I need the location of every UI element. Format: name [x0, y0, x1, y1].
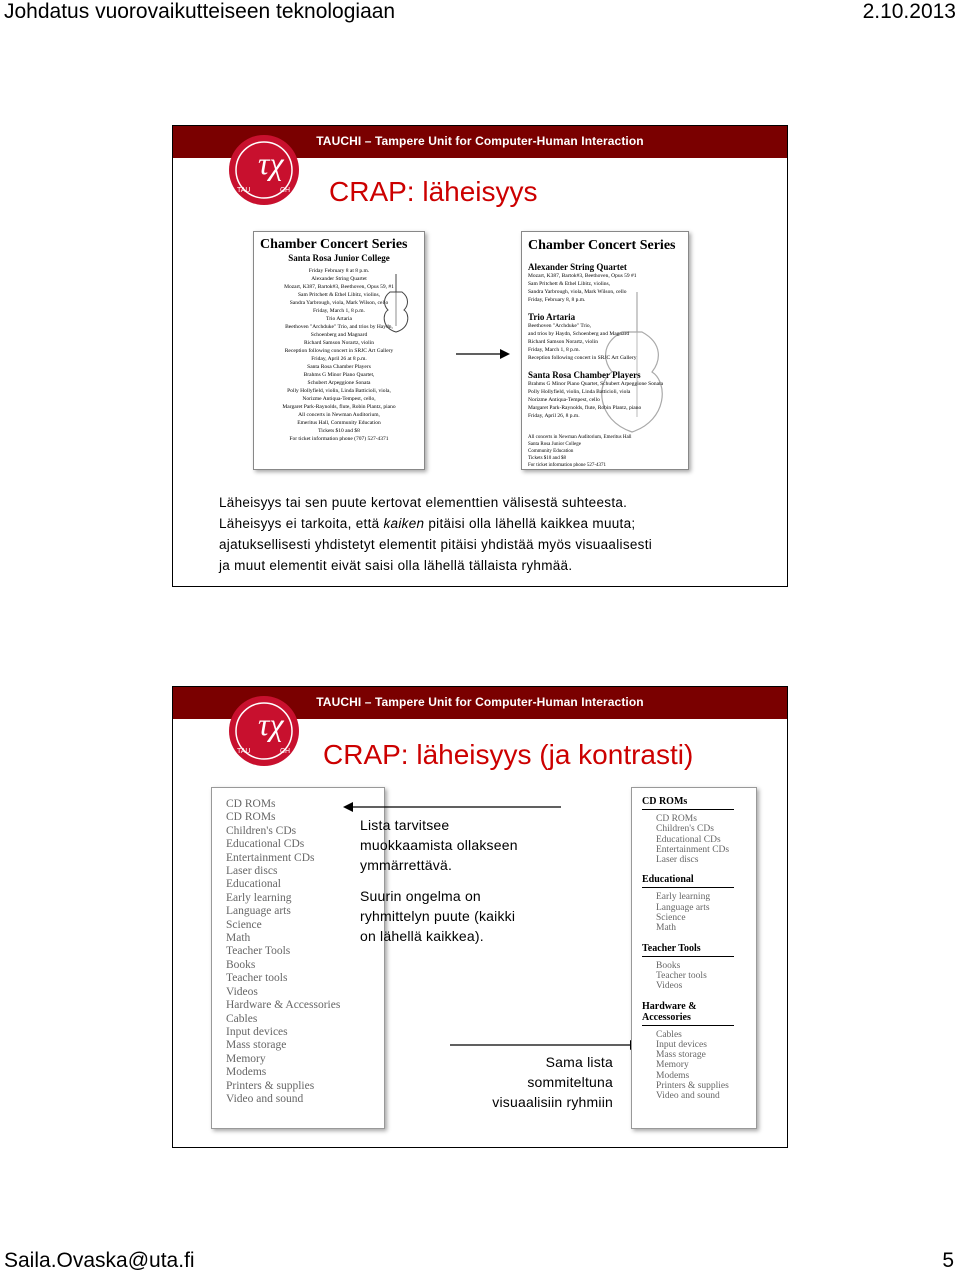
list-item: Cables — [656, 1029, 682, 1040]
poster-line: Emeritus Hall, Community Education — [297, 420, 381, 426]
poster-line: Mozart, K387, Bartok#3, Beethoven, Opus 59, #1 — [284, 284, 394, 290]
poster-line: Beethoven "Archduke" Trio, — [528, 323, 591, 329]
list-item: Educational CDs — [656, 834, 721, 845]
emphasis-text: kaiken — [383, 516, 425, 531]
list-item: Hardware & Accessories — [226, 999, 341, 1012]
list-item: Language arts — [226, 905, 291, 918]
poster-line: Brahms G Minor Piano Quartet, Schubert Arpeggione Sonata — [528, 381, 664, 387]
list-item: Videos — [656, 981, 683, 992]
svg-text:CH: CH — [280, 187, 291, 194]
svg-text:TAU: TAU — [237, 748, 251, 755]
list-item: Language arts — [656, 902, 710, 913]
poster-line: All concerts in Newman Auditorium, — [298, 412, 380, 418]
note-same-list-grouped: Sama lista sommiteltuna visuaalisiin ryhmiin — [492, 1054, 613, 1110]
list-item: Children's CDs — [656, 824, 714, 835]
group-divider — [642, 956, 734, 957]
poster-line: Sandra Yarbrough, viola, Mark Wilson, cello — [289, 300, 389, 306]
slide-header-text: TAUCHI – Tampere Unit for Computer-Human Interaction — [316, 134, 644, 148]
poster-group-title: Trio Artaria — [528, 312, 576, 322]
list-item: Entertainment CDs — [226, 851, 315, 864]
slide-proximity — [172, 125, 788, 587]
note-grouping-problem: Suurin ongelma on ryhmittelyn puute (kaikki on lähellä kaikkea). — [360, 888, 516, 944]
poster-line: Friday, March 1, 8 p.m. — [313, 308, 365, 314]
page-header-date: 2.10.2013 — [862, 0, 956, 23]
page-footer-email: Saila.Ovaska@uta.fi — [4, 1249, 195, 1272]
list-item: Memory — [226, 1052, 266, 1065]
group-divider — [642, 809, 734, 810]
list-item: Early learning — [656, 892, 711, 903]
list-item: Early learning — [226, 891, 292, 904]
poster-line: Sandra Yarbrough, viola, Mark Wilson, cello — [528, 289, 627, 295]
list-item: Educational — [226, 878, 281, 891]
poster-line: Richard Samson Norartz, violin — [304, 340, 374, 346]
poster-after — [521, 231, 689, 470]
poster-line: For ticket information phone 527-4371 — [528, 463, 607, 468]
poster-line: All concerts in Newman Auditorium, Emeritus Hall — [528, 435, 632, 440]
poster-line: Santa Rosa Chamber Players — [307, 364, 371, 370]
list-item: Printers & supplies — [226, 1079, 315, 1092]
poster-line: Norizme Antiqua-Tempest, cello — [528, 397, 600, 403]
list-item: Input devices — [656, 1039, 707, 1050]
poster-before — [253, 231, 425, 470]
list-item: Memory — [656, 1060, 689, 1071]
slide-title: CRAP: läheisyys (ja kontrasti) — [323, 739, 694, 770]
list-item: Teacher tools — [226, 972, 288, 985]
list-item: Science — [656, 913, 686, 924]
body-line: ajatuksellisesti yhdistetyt elementit pitäisi yhdistää myös visuaalisesti — [219, 537, 653, 552]
list-item: Science — [226, 918, 262, 931]
list-item: Math — [226, 932, 251, 945]
poster-line: Friday, March 1, 8 p.m. — [528, 347, 580, 353]
list-item: Entertainment CDs — [656, 844, 730, 855]
poster-line: Friday, February 8, 8 p.m. — [528, 297, 586, 303]
group-divider — [642, 1025, 734, 1026]
svg-text:CH: CH — [280, 748, 291, 755]
list-item: CD ROMs — [656, 814, 697, 824]
list-item: Cables — [226, 1012, 258, 1025]
body-line: Läheisyys ei tarkoita, että kaiken pitäisi olla lähellä kaikkea muuta; — [219, 516, 636, 531]
list-item: Children's CDs — [226, 824, 297, 837]
poster-line: Community Education — [528, 449, 574, 454]
poster-footer — [528, 434, 631, 469]
poster-line: Beethoven "Archduke" Trio, and trios by Haydn, — [285, 324, 393, 330]
page-footer-number: 5 — [942, 1249, 954, 1272]
poster-line: Reception following concert in SRJC Art Gallery — [284, 348, 394, 354]
poster-line: Richard Samson Norartz, violin — [528, 339, 598, 345]
poster-line: Reception following concert in SRJC Art Gallery — [528, 355, 637, 361]
poster-group-title: Santa Rosa Chamber Players — [528, 370, 641, 380]
poster-line: Trio Artaria — [326, 316, 352, 322]
list-item: Mass storage — [656, 1050, 706, 1061]
note-needs-editing: Lista tarvitsee muokkaamista ollakseen ymmärrettävä. — [360, 817, 518, 873]
poster-line: Margaret Park-Raynolds, flute, Robin Plantz, piano — [528, 405, 642, 411]
list-item: Video and sound — [656, 1091, 720, 1102]
list-item: CD ROMs — [226, 811, 276, 824]
poster-line: Friday, April 26 at 8 p.m. — [311, 356, 367, 362]
group-heading: Teacher Tools — [642, 942, 701, 954]
list-item: Teacher tools — [656, 970, 707, 981]
group-divider — [642, 887, 734, 888]
group-heading: CD ROMs — [642, 796, 688, 807]
slide-title: CRAP: läheisyys — [329, 176, 538, 207]
slide-header-text: TAUCHI – Tampere Unit for Computer-Human Interaction — [316, 695, 644, 709]
poster-line: For ticket information phone (707) 527-4371 — [289, 436, 389, 442]
poster-line: Sam Pritchett & Ethel Libitz, violins, — [297, 292, 381, 298]
svg-text:τχ: τχ — [258, 706, 284, 742]
poster-line: Friday, April 26, 8 p.m. — [528, 413, 580, 419]
poster-line: Tickets $10 and $8 — [318, 428, 360, 434]
cello-icon — [376, 270, 416, 340]
list-item: Books — [656, 960, 681, 971]
poster-line: Tickets $10 and $8 — [528, 456, 567, 461]
poster-line: Norizme Antiqua-Tempest, cello, — [302, 396, 376, 402]
poster-heading: Chamber Concert Series — [260, 237, 408, 252]
poster-group-title: Alexander String Quartet — [528, 262, 627, 272]
list-item: Laser discs — [226, 865, 278, 878]
list-item: Video and sound — [226, 1092, 304, 1105]
poster-line: Brahms G Minor Piano Quartet, — [303, 372, 375, 378]
list-item: Books — [226, 958, 256, 971]
list-item: Laser discs — [656, 855, 699, 866]
list-item: Math — [656, 923, 677, 934]
poster-line: Santa Rosa Junior College — [528, 442, 581, 447]
poster-subheading: Santa Rosa Junior College — [288, 253, 390, 263]
poster-line: Friday February 8 at 8 p.m. — [308, 268, 370, 274]
page-header-title: Johdatus vuorovaikutteiseen teknologiaan — [4, 0, 396, 23]
slide-body-text — [219, 492, 769, 576]
list-item: Modems — [226, 1066, 267, 1079]
poster-line: Polly Hollyfield, violin, Linda Batticioli, viola, — [287, 388, 391, 394]
group-heading: Hardware & Accessories — [642, 1000, 697, 1023]
svg-text:τχ: τχ — [258, 145, 284, 181]
poster-line: Polly Hollyfield, violin, Linda Batticioli, viola — [528, 389, 631, 395]
list-item: Videos — [226, 985, 258, 998]
poster-line: Alexander String Quartet — [311, 276, 367, 282]
list-item: Modems — [656, 1070, 690, 1081]
arrow-right-icon — [450, 1039, 640, 1051]
list-item: Educational CDs — [226, 838, 305, 851]
poster-line: Sam Pritchett & Ethel Libitz, violins, — [528, 281, 611, 287]
svg-text:TAU: TAU — [237, 187, 251, 194]
body-line: ja muut elementit eivät saisi olla lähellä tällaista ryhmää. — [219, 558, 573, 573]
poster-line: Schubert Arpeggione Sonata — [307, 380, 371, 386]
slide-proximity-contrast — [172, 686, 788, 1148]
list-item: Printers & supplies — [656, 1081, 729, 1092]
tauchi-logo-icon — [228, 134, 300, 206]
list-item: Teacher Tools — [226, 945, 291, 958]
flat-list-panel — [211, 787, 385, 1129]
arrow-left-icon — [343, 801, 565, 813]
tauchi-logo-icon — [228, 695, 300, 767]
grouped-list-panel — [631, 787, 757, 1129]
poster-line: Schoenberg and Magnard — [310, 332, 368, 338]
list-item: Mass storage — [226, 1039, 287, 1052]
cello-icon — [582, 292, 682, 442]
list-item: CD ROMs — [226, 798, 276, 810]
list-item: Input devices — [226, 1025, 288, 1038]
poster-line: Margaret Park-Raynolds, flute, Robin Plantz, piano — [282, 404, 396, 410]
poster-line: and trios by Haydn, Schoenberg and Magnard — [528, 331, 630, 337]
arrow-right-icon — [456, 348, 510, 360]
poster-heading: Chamber Concert Series — [528, 238, 676, 253]
body-line: Läheisyys tai sen puute kertovat elementtien välisestä suhteesta. — [219, 495, 628, 510]
poster-line: Mozart, K387, Bartok#3, Beethoven, Opus 59 #1 — [528, 273, 637, 279]
group-heading: Educational — [642, 874, 694, 886]
